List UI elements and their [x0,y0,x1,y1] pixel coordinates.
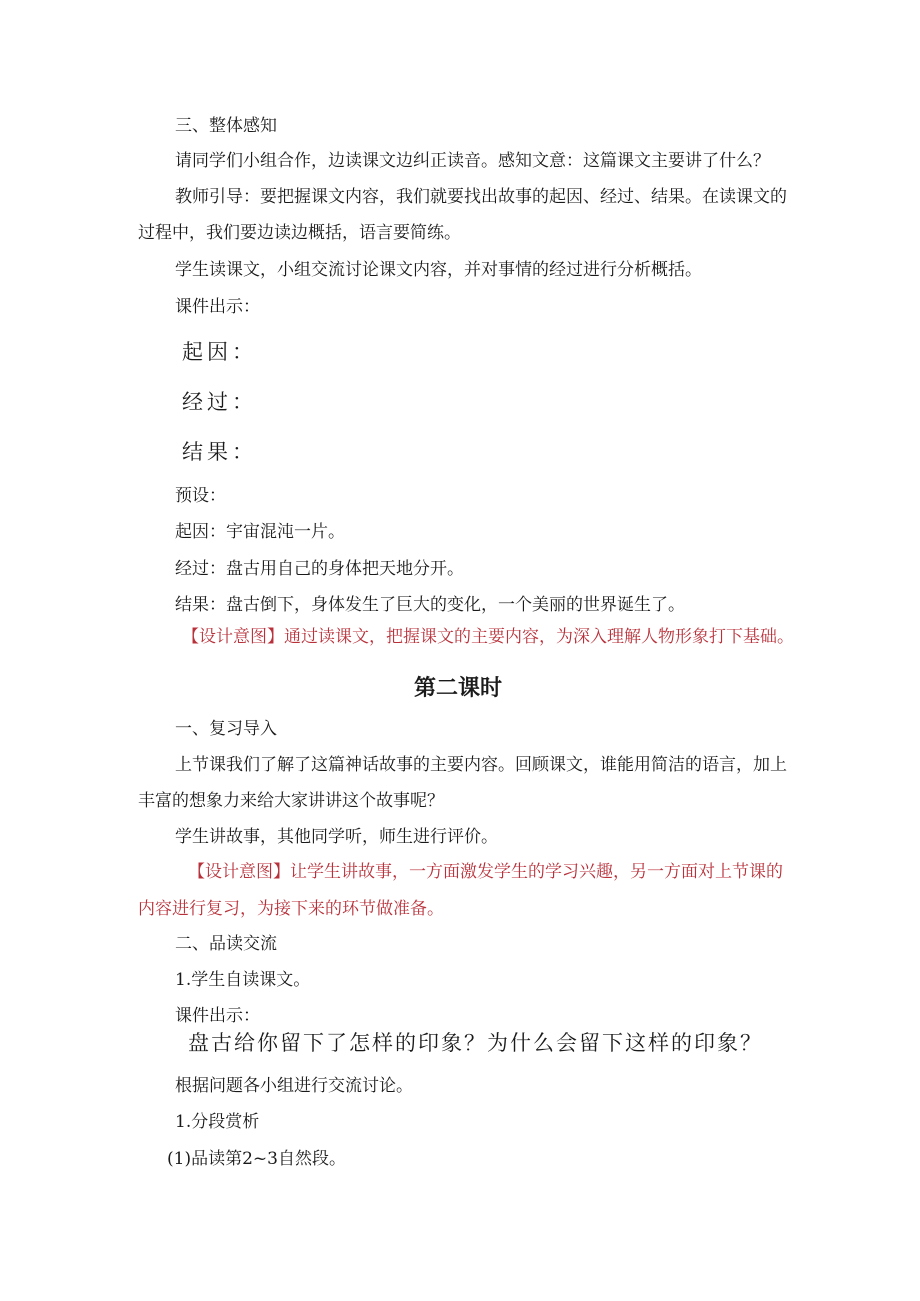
list-item-self-read: 1.学生自读课文。 [175,970,311,990]
paragraph-review-line1: 上节课我们了解了这篇神话故事的主要内容。回顾课文，谁能用简洁的语言，加上 [175,755,787,775]
lesson-title: 第二课时 [414,676,503,701]
paragraph-storytelling: 学生讲故事，其他同学听，师生进行评价。 [175,827,498,847]
preset-cause: 起因：宇宙混沌一片。 [175,522,345,542]
list-item-section-analysis: 1.分段赏析 [175,1112,260,1132]
design-intent-1: 【设计意图】通过读课文，把握课文的主要内容，为深入理解人物形象打下基础。 [182,627,794,647]
sub-item-paragraphs-2-3: (1)品读第2~3自然段。 [167,1149,346,1169]
section-heading-reading-exchange: 二、品读交流 [175,934,277,954]
process-label: 经过： [182,390,257,414]
cause-label: 起因： [182,340,257,364]
paragraph-group-reading: 请同学们小组合作，边读课文边纠正读音。感知文意：这篇课文主要讲了什么？ [175,151,770,171]
preset-process: 经过：盘古用自己的身体把天地分开。 [175,559,464,579]
preset-result: 结果：盘古倒下，身体发生了巨大的变化，一个美丽的世界诞生了。 [175,595,685,615]
courseware-question: 盘古给你留下了怎样的印象？为什么会留下这样的印象？ [188,1031,763,1055]
courseware-label-2: 课件出示： [175,1006,260,1026]
paragraph-review-line2: 丰富的想象力来给大家讲讲这个故事呢？ [138,791,444,811]
result-label: 结果： [182,440,257,464]
design-intent-2-line1: 【设计意图】让学生讲故事，一方面激发学生的学习兴趣，另一方面对上节课的 [188,862,783,882]
section-heading-review: 一、复习导入 [175,719,277,739]
courseware-label: 课件出示： [175,297,260,317]
paragraph-teacher-guide-line1: 教师引导：要把握课文内容，我们就要找出故事的起因、经过、结果。在读课文的 [175,187,787,207]
section-heading-overall-perception: 三、整体感知 [175,116,277,136]
preset-label: 预设： [175,486,226,506]
paragraph-group-discussion: 根据问题各小组进行交流讨论。 [175,1076,413,1096]
paragraph-teacher-guide-line2: 过程中，我们要边读边概括，语言要简练。 [138,223,461,243]
design-intent-2-line2: 内容进行复习，为接下来的环节做准备。 [138,899,444,919]
paragraph-student-reading: 学生读课文，小组交流讨论课文内容，并对事情的经过进行分析概括。 [175,260,702,280]
